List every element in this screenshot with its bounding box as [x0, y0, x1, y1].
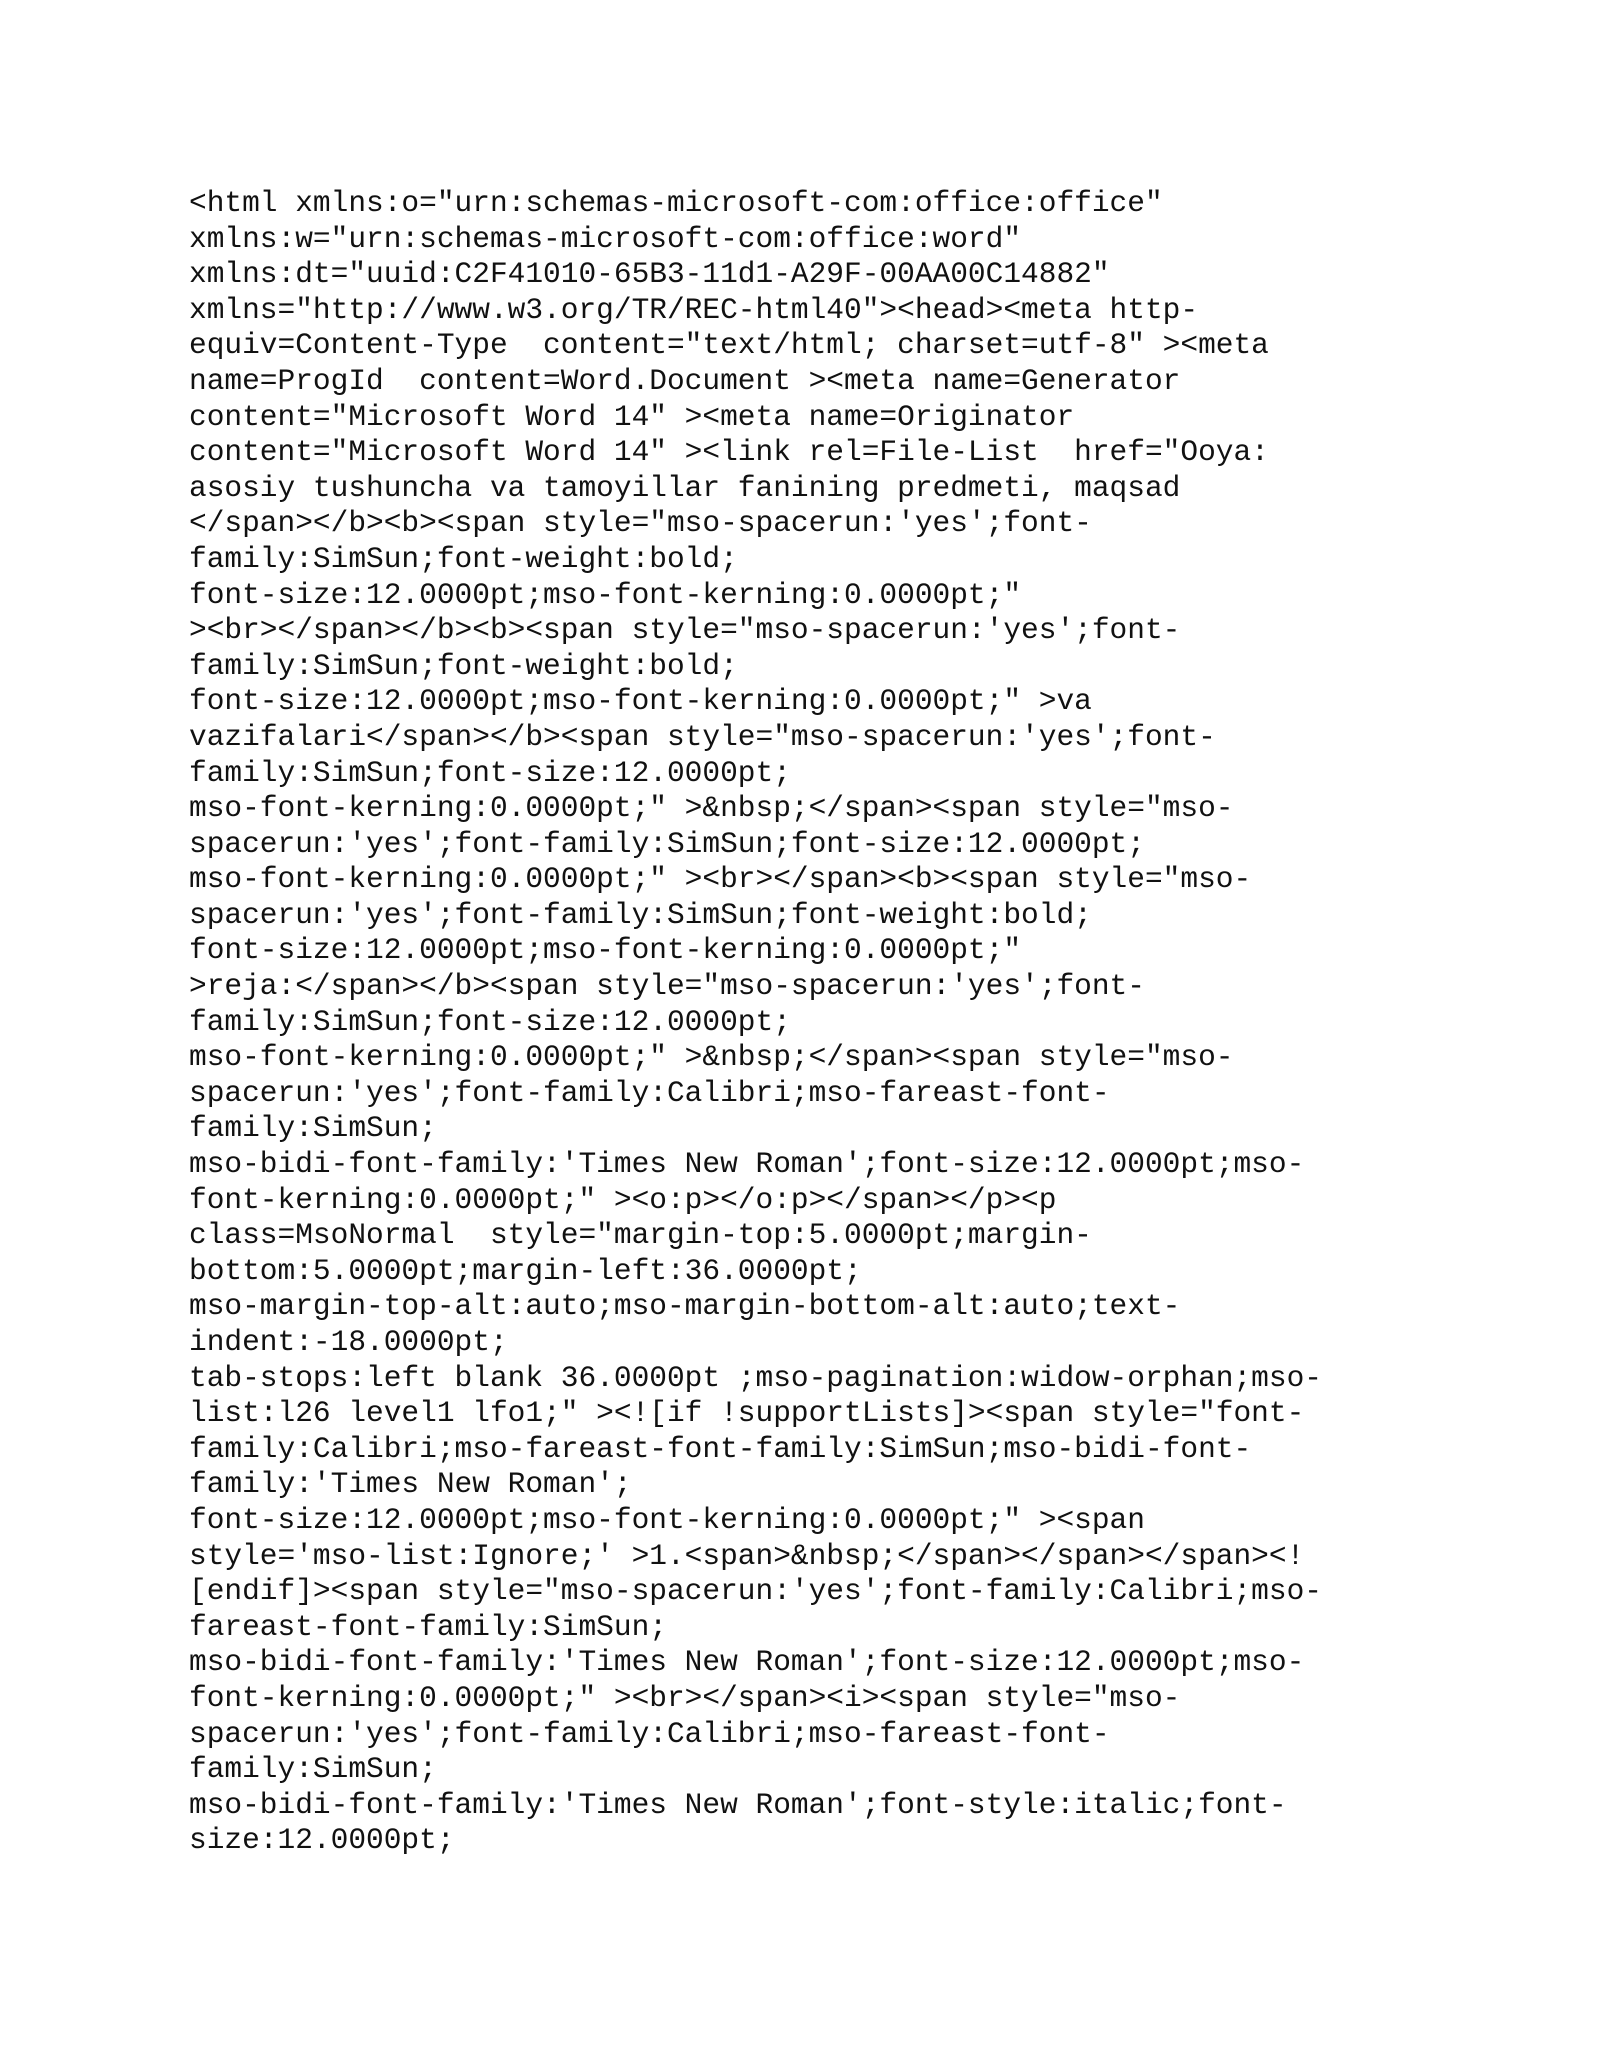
- text-line-24: family:SimSun;font-size:12.0000pt;: [189, 1004, 791, 1039]
- text-line-35: list:l26 level1 lfo1;" ><![if !supportLists]><span style="font-: [189, 1396, 1305, 1431]
- text-line-42: mso-bidi-font-family:'Times New Roman';font-size:12.0000pt;mso-: [189, 1645, 1305, 1680]
- text-line-21: spacerun:'yes';font-family:SimSun;font-weight:bold;: [189, 897, 1092, 932]
- text-line-5: equiv=Content-Type content="text/html; charset=utf-8" ><meta: [189, 328, 1269, 363]
- text-line-2: xmlns:w="urn:schemas-microsoft-com:office:word": [189, 221, 1022, 256]
- text-line-38: font-size:12.0000pt;mso-font-kerning:0.0000pt;" ><span: [189, 1502, 1145, 1537]
- text-line-32: mso-margin-top-alt:auto;mso-margin-bottom-alt:auto;text-: [189, 1289, 1181, 1324]
- text-line-4: xmlns="http://www.w3.org/TR/REC-html40"><head><meta http-: [189, 292, 1199, 327]
- text-line-6: name=ProgId content=Word.Document ><meta name=Generator: [189, 363, 1181, 398]
- text-line-23: >reja:</span></b><span style="mso-spacerun:'yes';font-: [189, 969, 1145, 1004]
- text-line-31: bottom:5.0000pt;margin-left:36.0000pt;: [189, 1253, 862, 1288]
- text-line-26: spacerun:'yes';font-family:Calibri;mso-fareast-font-: [189, 1075, 1110, 1110]
- text-line-43: font-kerning:0.0000pt;" ><br></span><i><span style="mso-: [189, 1680, 1181, 1715]
- text-line-37: family:'Times New Roman';: [189, 1467, 632, 1502]
- text-line-19: spacerun:'yes';font-family:SimSun;font-size:12.0000pt;: [189, 826, 1145, 861]
- text-line-41: fareast-font-family:SimSun;: [189, 1609, 667, 1644]
- text-line-25: mso-font-kerning:0.0000pt;" >&nbsp;</span><span style="mso-: [189, 1040, 1234, 1075]
- text-line-47: size:12.0000pt;: [189, 1823, 455, 1858]
- text-line-8: content="Microsoft Word 14" ><link rel=File-List href="Ooya:: [189, 435, 1269, 470]
- text-line-40: [endif]><span style="mso-spacerun:'yes';font-family:Calibri;mso-: [189, 1574, 1322, 1609]
- text-line-22: font-size:12.0000pt;mso-font-kerning:0.0000pt;": [189, 933, 1022, 968]
- text-line-1: <html xmlns:o="urn:schemas-microsoft-com:office:office": [189, 186, 1163, 220]
- text-line-20: mso-font-kerning:0.0000pt;" ><br></span><b><span style="mso-: [189, 862, 1252, 897]
- html-source-text: [189, 186, 1489, 1859]
- text-line-46: mso-bidi-font-family:'Times New Roman';font-style:italic;font-: [189, 1787, 1287, 1822]
- text-line-16: vazifalari</span></b><span style="mso-spacerun:'yes';font-: [189, 719, 1216, 754]
- text-line-7: content="Microsoft Word 14" ><meta name=Originator: [189, 399, 1075, 434]
- text-line-13: ><br></span></b><b><span style="mso-spacerun:'yes';font-: [189, 613, 1181, 648]
- text-line-28: mso-bidi-font-family:'Times New Roman';font-size:12.0000pt;mso-: [189, 1147, 1305, 1182]
- text-line-39: style='mso-list:Ignore;' >1.<span>&nbsp;</span></span></span><!: [189, 1538, 1305, 1573]
- text-line-34: tab-stops:left blank 36.0000pt ;mso-pagination:widow-orphan;mso-: [189, 1360, 1322, 1395]
- text-line-3: xmlns:dt="uuid:C2F41010-65B3-11d1-A29F-00AA00C14882": [189, 257, 1110, 292]
- text-line-10: </span></b><b><span style="mso-spacerun:'yes';font-: [189, 506, 1092, 541]
- text-line-30: class=MsoNormal style="margin-top:5.0000pt;margin-: [189, 1218, 1092, 1253]
- text-line-36: family:Calibri;mso-fareast-font-family:SimSun;mso-bidi-font-: [189, 1431, 1252, 1466]
- text-line-18: mso-font-kerning:0.0000pt;" >&nbsp;</span><span style="mso-: [189, 791, 1234, 826]
- text-line-9: asosiy tushuncha va tamoyillar fanining predmeti, maqsad: [189, 470, 1181, 505]
- text-line-17: family:SimSun;font-size:12.0000pt;: [189, 755, 791, 790]
- text-line-12: font-size:12.0000pt;mso-font-kerning:0.0000pt;": [189, 577, 1022, 612]
- text-line-44: spacerun:'yes';font-family:Calibri;mso-fareast-font-: [189, 1716, 1110, 1751]
- text-line-14: family:SimSun;font-weight:bold;: [189, 648, 738, 683]
- text-line-29: font-kerning:0.0000pt;" ><o:p></o:p></span></p><p: [189, 1182, 1057, 1217]
- text-line-45: family:SimSun;: [189, 1752, 437, 1787]
- text-line-11: family:SimSun;font-weight:bold;: [189, 541, 738, 576]
- text-line-15: font-size:12.0000pt;mso-font-kerning:0.0000pt;" >va: [189, 684, 1092, 719]
- text-line-33: indent:-18.0000pt;: [189, 1325, 508, 1359]
- text-line-27: family:SimSun;: [189, 1111, 437, 1146]
